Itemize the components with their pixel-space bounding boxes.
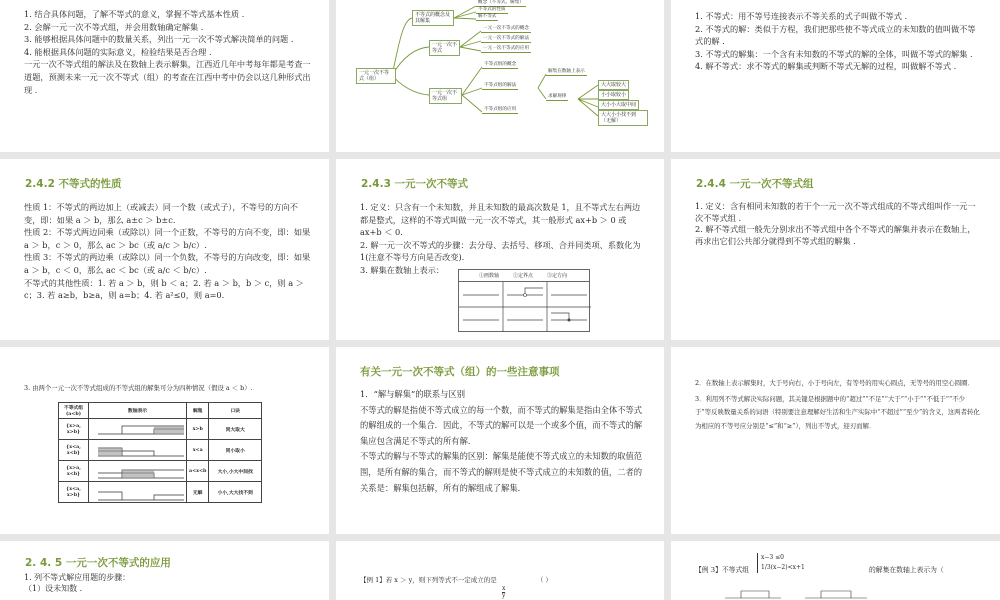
- number-line-sketch: [459, 282, 591, 332]
- system-definition: 1. 定义：含有相同未知数的若干个一元一次不等式组成的不等式组叫作一元一次不等式组 .: [695, 201, 976, 223]
- nl-header: ①画数轴: [479, 273, 500, 279]
- mindmap-leaf: 一元一次不等式的应用: [483, 46, 529, 51]
- answer-option-number-lines: [721, 587, 871, 600]
- property-1: 性质 1：不等式的两边加上（或减去）同一个数（或式子），不等号的方向不变，即：如果 a ＞ b，那么 a±c ＞ b±c.: [24, 202, 298, 225]
- slide-title: 2.4.3 一元一次不等式: [361, 178, 469, 190]
- number-line-figure: [458, 269, 590, 332]
- inequality-system: [757, 553, 805, 573]
- mindmap-leaf: 不等式组的应用: [484, 107, 517, 112]
- example-1-text: 【例 1】若 x ＞ y，则下列等式不一定成立的是: [360, 576, 497, 584]
- slide-inequality-system[interactable]: [671, 159, 1000, 340]
- mindmap-leaf: 不等式组的解法: [484, 83, 517, 88]
- property-2: 性质 2：不等式两边同乘（或除以）同一个正数，不等号的方向不变，即：如果 a ＞ b，c ＞ 0，那么 ac ＞ bc（或 a/c ＞ b/c）.: [24, 227, 311, 250]
- slide-title: 2.4.2 不等式的性质: [25, 178, 122, 190]
- mindmap-leaf: 概念（不等式、解集）: [478, 0, 524, 5]
- mindmap-rule: 大大取较大: [598, 80, 629, 90]
- slide-title: 2.4.4 一元一次不等式组: [696, 178, 814, 190]
- system-line-1: x−3 ≤0: [761, 554, 784, 561]
- system-line-2: 1/3(x−2)<x+1: [761, 564, 805, 571]
- slide-mindmap[interactable]: [336, 0, 664, 152]
- slide-example-3[interactable]: [671, 541, 1000, 600]
- notes-subtitle: 1．“解与解集”的联系与区别: [360, 389, 466, 399]
- table-cell: 大小,小大中间找: [209, 461, 262, 482]
- linear-definition: 1. 定义：只含有一个未知数，并且未知数的最高次数是 1，且不等式左右两边都是整式，这样的不等式叫做一元一次不等式，其一般形式 ax+b ＞ 0 或 ax+b ＜ 0.: [360, 202, 641, 238]
- exam-forecast: 一元一次不等式组的解法及在数轴上表示解集，江西近几年中考每年都是考查一道题，预测未来一元一次不等式（组）的考查在江西中考中仍会以这几种形式出现 .: [24, 59, 311, 95]
- slide-title: 2. 4. 5 一元一次不等式的应用: [25, 557, 171, 569]
- property-other: 不等式的其他性质：1. 若 a ＞ b，则 b ＜ a；2. 若 a ＞ b，b ＞ c，则 a ＞ c；3. 若 a≥b，b≥a，则 a=b；4. 若 a²≤0，则 a=0.: [24, 277, 304, 301]
- table-header: 不等式组(a<b): [59, 403, 89, 419]
- table-header: 口诀: [209, 403, 262, 419]
- application-step-intro: 1. 列不等式解应用题的步骤：: [24, 573, 131, 582]
- cases-intro: 3. 由两个一元一次不等式组成的不等式组的解集可分为四种情况（假设 a ＜ b）.: [24, 384, 253, 392]
- number-line-intro: 3. 解集在数轴上表示：: [360, 264, 445, 275]
- notes-paragraph-4: 3．利用列不等式解决实际问题，其关键是根据题中的“超过”“不足”“大于”“小于”“不低于”“不少于”等反映数量关系的词语（特别要注意理解好生活和生产实际中“不超过”“至少”的含义，这两者转化为相应的不等号应分别是“≤”和“≥”），列出不等式，迎刃而解．: [695, 394, 980, 430]
- example-3-tail: 的解集在数轴上表示为（: [869, 566, 944, 574]
- property-3: 性质 3：不等式的两边乘（或除以）同一个负数，不等号的方向改变，即：如果 a ＞ b，c ＜ 0，那么 ac ＜ bc（或 a/c ＜ b/c）.: [24, 252, 311, 275]
- mindmap-leaf: 一元一次不等式的解法: [483, 36, 529, 41]
- table-cell: 小小,大大找不到: [209, 482, 262, 503]
- system-method: 2. 解不等式组一般先分别求出不等式组中各个不等式的解集并表示在数轴上，再求出它们公共部分就得到不等式组的解集 .: [695, 224, 976, 246]
- table-cell: x<a: [187, 440, 209, 461]
- mindmap-leaf: 不等式组的概念: [484, 62, 517, 67]
- slide-definitions[interactable]: [671, 0, 1000, 152]
- nl-header: ②定界点: [513, 273, 534, 279]
- table-row: {x>a, x<b} a<x<b 大小,小大中间找: [59, 461, 262, 482]
- slide-applications[interactable]: [0, 541, 329, 600]
- mindmap-leaf: 解不等式: [478, 14, 497, 19]
- table-header: 数轴表示: [89, 403, 187, 419]
- slide-notes[interactable]: [336, 347, 664, 534]
- table-header: 解集: [187, 403, 209, 419]
- table-row: {x<a, x<b} x<a 同小取小: [59, 440, 262, 461]
- mindmap-branch-inequality: 不等式的概念及其解集: [412, 10, 454, 26]
- slide-properties[interactable]: [0, 159, 329, 340]
- mindmap-leaf: 不等式的性质: [478, 7, 506, 12]
- example-3-text: 【例 3】不等式组: [695, 566, 750, 574]
- table-cell: 同大取大: [209, 419, 262, 440]
- mindmap-branch-linear: 一元一次不等式: [429, 40, 460, 56]
- notes-paragraph-2: 不等式的解与不等式的解集的区别：解集是能使不等式成立的未知数的取值范围，是所有解的集合，而不等式的解则是使不等式成立的未知数的值，二者的关系是：解集包括解，所有的解组成了解集．: [360, 451, 643, 493]
- definition-3: 3. 不等式的解集：一个含有未知数的不等式的解的全体，叫做不等式的解集 .: [695, 48, 973, 59]
- mindmap-rule: 大小小大取中间: [598, 100, 639, 110]
- table-row: {x<a, x>b} 无解 小小,大大找不到: [59, 482, 262, 503]
- cases-number-lines: [92, 420, 190, 508]
- application-step-1: （1）设未知数 .: [24, 584, 83, 593]
- mindmap-leaf: 解集在数轴上表示: [548, 69, 585, 74]
- definition-1: 1. 不等式：用不等号连接表示不等关系的式子叫做不等式 .: [695, 11, 908, 21]
- table-row: {x>a, x>b} x>b 同大取大: [59, 419, 262, 440]
- slide-example-1[interactable]: [336, 541, 664, 600]
- nl-header: ③定方向: [547, 273, 568, 279]
- mindmap-root: 一元一次不等式（组）: [356, 68, 396, 84]
- objective-2: 2. 会解一元一次不等式组，并会用数轴确定解集 .: [24, 21, 204, 32]
- slide-title: 有关一元一次不等式（组）的一些注意事项: [360, 366, 560, 378]
- slide-notes-continued[interactable]: [671, 347, 1000, 534]
- mindmap-branch-system: 一元一次不等式组: [429, 88, 462, 104]
- mindmap-rule: 小小取较小: [598, 90, 629, 100]
- slide-solution-cases[interactable]: [0, 347, 329, 534]
- objective-1: 1. 结合具体问题，了解不等式的意义，掌握不等式基本性质 .: [24, 9, 245, 19]
- answer-blank: （ ）: [536, 576, 552, 584]
- notes-paragraph-3: 2．在数轴上表示解集时，大于号向右，小于号向左，有等号的用实心圆点，无等号的用空心圆圈．: [695, 379, 974, 387]
- table-cell: 同小取小: [209, 440, 262, 461]
- notes-paragraph-1: 不等式的解是指使不等式成立的每一个数，而不等式的解集是指由全体不等式的解组成的一个集合．因此，不等式的解可以是一个或多个值，而不等式的解集应包含满足不等式的所有解．: [360, 404, 643, 446]
- slide-linear-inequality[interactable]: [336, 159, 664, 340]
- mindmap-leaf: 一元一次不等式的概念: [483, 26, 529, 31]
- mindmap-rule: 大大小小找不到（无解）: [598, 110, 648, 126]
- objective-4: 4. 能根据具体问题的实际意义，检验结果是否合理 .: [24, 46, 212, 57]
- table-cell: 无解: [187, 482, 209, 503]
- example-1-option-fragment: x y: [502, 585, 506, 599]
- objective-3: 3. 能够根据具体问题中的数量关系，列出一元一次不等式解决简单的问题 .: [24, 34, 294, 45]
- mindmap-leaf: 求解规律: [548, 94, 567, 99]
- slide-objectives[interactable]: [0, 0, 329, 152]
- linear-steps: 2. 解一元一次不等式的步骤：去分母、去括号、移项、合并同类项、系数化为 1(注意不等号方向是否改变).: [360, 239, 641, 263]
- table-cell: a<x<b: [187, 461, 209, 482]
- definition-4: 4. 解不等式：求不等式的解集或判断不等式无解的过程，叫做解不等式 .: [695, 61, 957, 72]
- table-cell: x>b: [187, 419, 209, 440]
- definition-2: 2. 不等式的解：类似于方程，我们把那些使不等式成立的未知数的值叫做不等式的解 .: [695, 23, 976, 47]
